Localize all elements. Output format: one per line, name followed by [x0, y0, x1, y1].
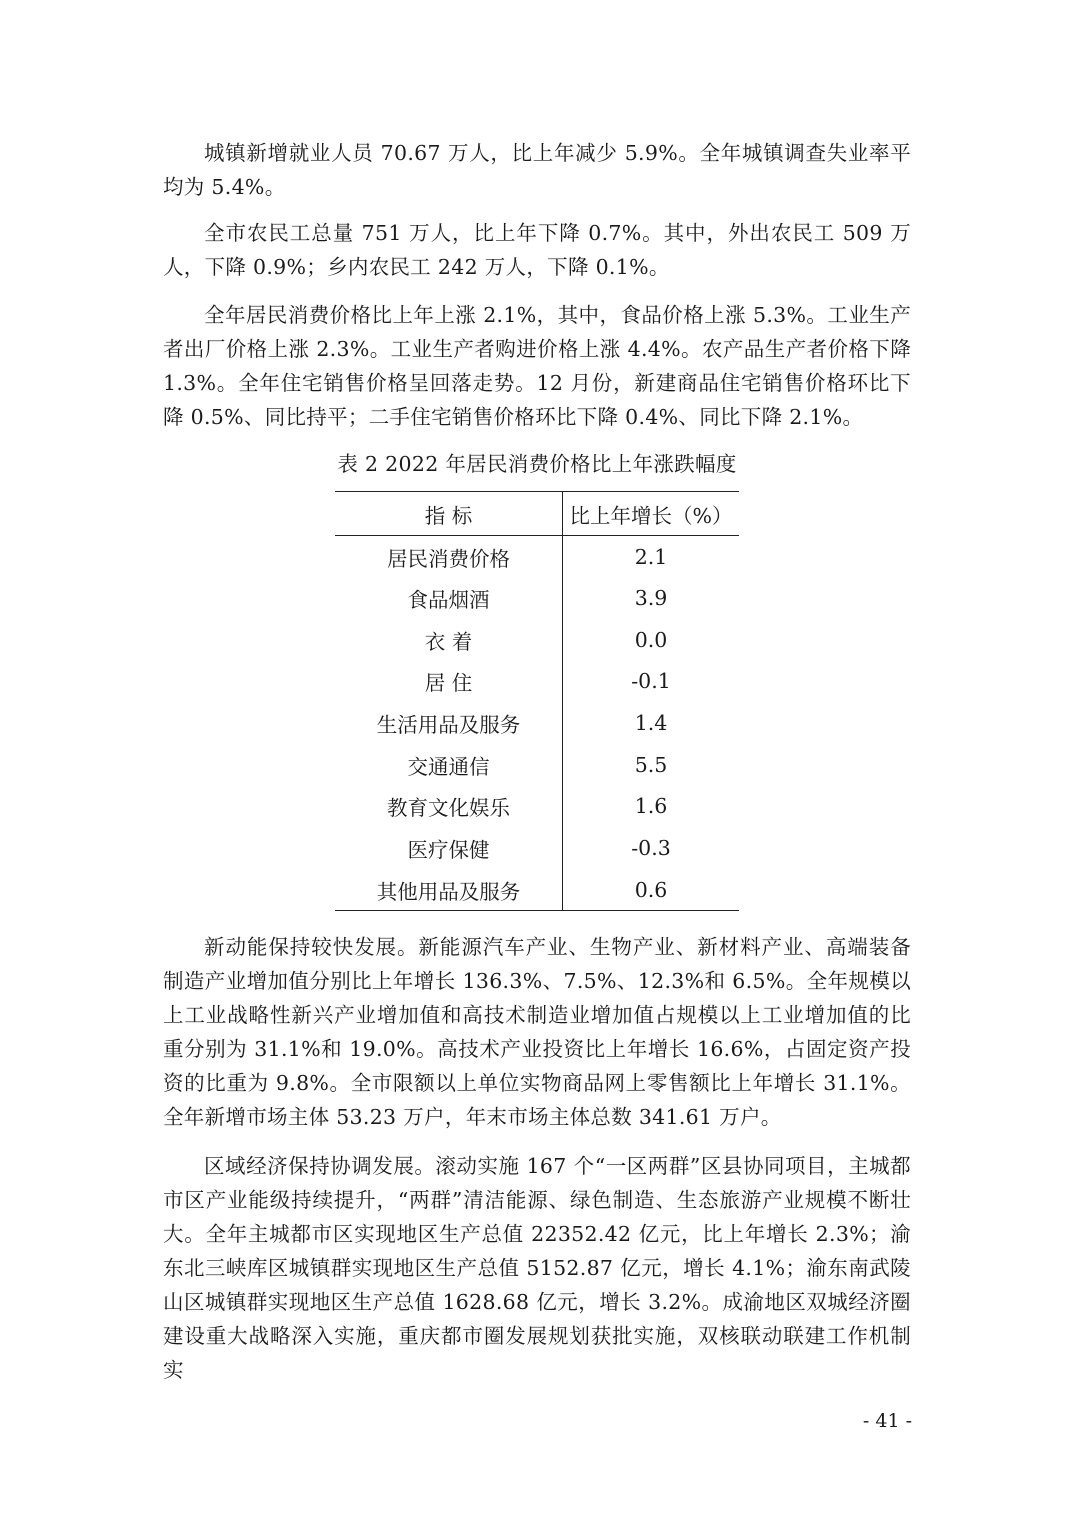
row-value: -0.3	[631, 836, 671, 861]
table-row	[335, 827, 739, 869]
table-row	[335, 702, 739, 744]
paragraph-migrant-workers: 全市农民工总量 751 万人，比上年下降 0.7%。其中，外出农民工 509 万人，下降 0.9%；乡内农民工 242 万人，下降 0.1%。	[163, 221, 911, 279]
row-label: 食品烟酒	[335, 577, 563, 619]
table-row	[335, 619, 739, 661]
row-value: 3.9	[634, 586, 668, 611]
cpi-table	[335, 491, 739, 911]
table-row	[335, 869, 739, 911]
page-number: - 41 -	[862, 1410, 912, 1432]
row-label: 交通通信	[335, 744, 563, 786]
row-value: 1.6	[634, 794, 668, 819]
row-label: 衣 着	[335, 619, 563, 661]
row-label: 生活用品及服务	[335, 702, 563, 744]
paragraph-new-momentum: 新动能保持较快发展。新能源汽车产业、生物产业、新材料产业、高端装备制造产业增加值分别比上年增长 136.3%、7.5%、12.3%和 6.5%。全年规模以上工业战略性新兴产业增加值和高技术制造业增加值占规模以上工业增加值的比重分别为 31.1%和 19.0%。高技术产业投资比上年增长 16.6%，占固定资产投资的比重为 9.8%。全市限额以上单位实物商品网上零售额比上年增长 31.1%。全年新增市场主体 53.23 万户，年末市场主体总数 341.61 万户。	[163, 935, 911, 1129]
table-row	[335, 744, 739, 786]
row-value: 0.0	[634, 627, 668, 652]
paragraph-regional: 区域经济保持协调发展。滚动实施 167 个“一区两群”区县协同项目，主城都市区产业能级持续提升，“两群”清洁能源、绿色制造、生态旅游产业规模不断壮大。全年主城都市区实现地区生产总值 22352.42 亿元，比上年增长 2.3%；渝东北三峡库区城镇群实现地区生产总值 5152.87 亿元，增长 4.1%；渝东南武陵山区城镇群实现地区生产总值 1628.68 亿元，增长 3.2%。成渝地区双城经济圈建设重大战略深入实施，重庆都市圈发展规划获批实施，双核联动联建工作机制实	[163, 1154, 911, 1382]
row-value: 2.1	[634, 544, 668, 569]
header-indicator: 指 标	[335, 492, 563, 536]
row-label: 其他用品及服务	[335, 869, 563, 911]
paragraph-prices: 全年居民消费价格比上年上涨 2.1%，其中，食品价格上涨 5.3%。工业生产者出厂价格上涨 2.3%。工业生产者购进价格上涨 4.4%。农产品生产者价格下降 1.3%。全年住宅销售价格呈回落走势。12 月份，新建商品住宅销售价格环比下降 0.5%、同比持平；二手住宅销售价格环比下降 0.4%、同比下降 2.1%。	[163, 303, 911, 429]
table-header-row	[335, 492, 739, 536]
row-label: 医疗保健	[335, 827, 563, 869]
table-row	[335, 786, 739, 828]
table-row	[335, 536, 739, 578]
header-growth: 比上年增长（%）	[563, 492, 740, 536]
table-row	[335, 577, 739, 619]
row-value: 1.4	[634, 711, 668, 736]
row-value: 0.6	[563, 869, 740, 911]
row-value: 5.5	[634, 752, 668, 777]
row-label: 教育文化娱乐	[335, 786, 563, 828]
table-row	[335, 661, 739, 703]
row-value: -0.1	[631, 669, 671, 694]
row-label: 居民消费价格	[335, 536, 563, 578]
paragraph-employment: 城镇新增就业人员 70.67 万人，比上年减少 5.9%。全年城镇调查失业率平均为 5.4%。	[163, 141, 911, 199]
table-caption: 表 2 2022 年居民消费价格比上年涨跌幅度	[337, 452, 737, 476]
row-label: 居 住	[335, 661, 563, 703]
